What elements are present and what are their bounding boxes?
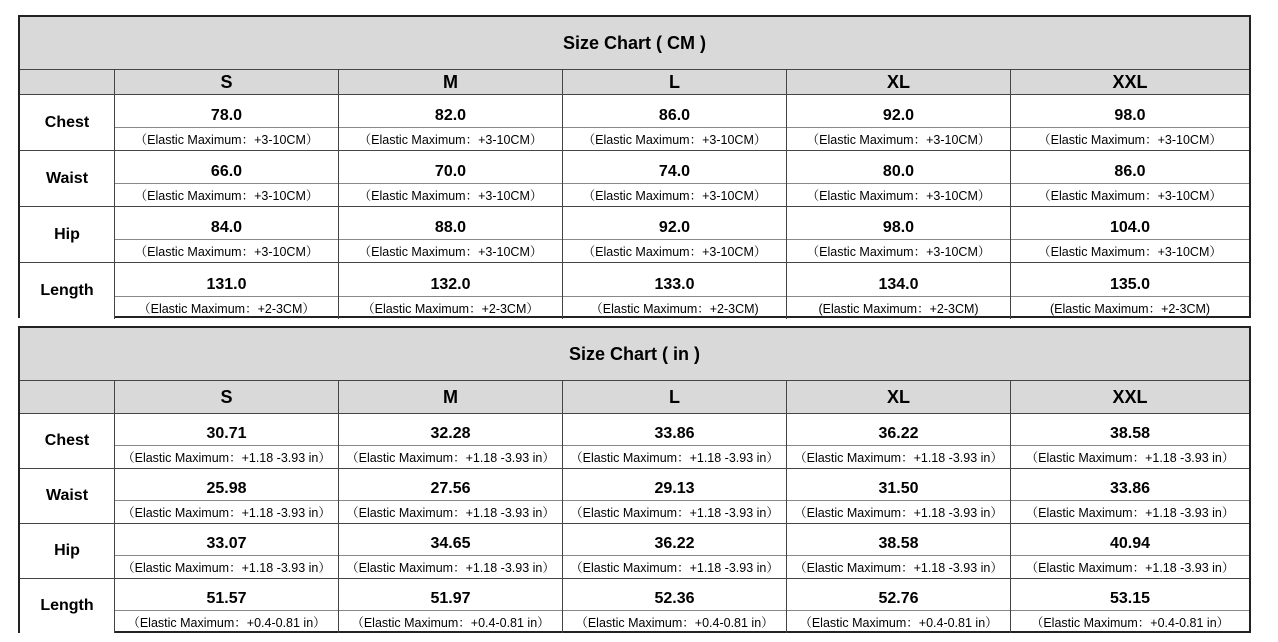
size-cell (114, 263, 338, 319)
measurement-label: Length (20, 263, 114, 319)
elastic-note: （Elastic Maximum：+3-10CM） (134, 133, 319, 147)
elastic-note: （Elastic Maximum：+3-10CM） (358, 189, 543, 203)
size-cell (338, 579, 562, 633)
measurement-label: Length (20, 579, 114, 633)
size-cell (338, 95, 562, 150)
chart-body (20, 95, 1249, 319)
size-header-row (20, 381, 1249, 414)
measurement-value: 33.86 (1011, 469, 1249, 501)
size-cell (786, 579, 1010, 633)
elastic-note: （Elastic Maximum：+3-10CM） (358, 245, 543, 259)
measurement-value: 36.22 (787, 414, 1010, 446)
size-cell (114, 95, 338, 150)
measurement-value: 32.28 (339, 414, 562, 446)
size-header-xl: XL (786, 381, 1010, 413)
size-cell (786, 524, 1010, 578)
size-cell (562, 469, 786, 523)
measurement-value: 27.56 (339, 469, 562, 501)
measurement-value: 98.0 (787, 207, 1010, 240)
size-cell (562, 151, 786, 206)
table-row (20, 524, 1249, 579)
measurement-value: 92.0 (787, 95, 1010, 128)
header-corner (20, 70, 114, 94)
measurement-value: 66.0 (115, 151, 338, 184)
size-header-xxl: XXL (1010, 70, 1249, 94)
size-chart-in (18, 326, 1251, 633)
measurement-value: 84.0 (115, 207, 338, 240)
size-cell (786, 469, 1010, 523)
size-header-m: M (338, 70, 562, 94)
measurement-value: 78.0 (115, 95, 338, 128)
elastic-note: （Elastic Maximum：+3-10CM） (134, 189, 319, 203)
elastic-note: （Elastic Maximum：+1.18 -3.93 in） (1025, 451, 1235, 465)
elastic-note: (Elastic Maximum：+2-3CM) (818, 302, 979, 316)
measurement-value: 40.94 (1011, 524, 1249, 556)
size-cell (786, 151, 1010, 206)
measurement-value: 88.0 (339, 207, 562, 240)
elastic-note: （Elastic Maximum：+1.18 -3.93 in） (346, 561, 555, 575)
measurement-value: 70.0 (339, 151, 562, 184)
size-header-xxl: XXL (1010, 381, 1249, 413)
measurement-value: 29.13 (563, 469, 786, 501)
size-cell (114, 207, 338, 262)
elastic-note: （Elastic Maximum：+1.18 -3.93 in） (794, 451, 1003, 465)
size-cell (786, 414, 1010, 468)
elastic-note: （Elastic Maximum：+0.4-0.81 in） (575, 616, 774, 630)
measurement-value: 52.76 (787, 579, 1010, 611)
size-cell (786, 263, 1010, 319)
size-cell (114, 151, 338, 206)
size-cell (114, 414, 338, 468)
measurement-value: 86.0 (563, 95, 786, 128)
measurement-label: Chest (20, 95, 114, 150)
elastic-note: （Elastic Maximum：+2-3CM） (362, 302, 539, 316)
measurement-value: 135.0 (1011, 263, 1249, 297)
measurement-value: 30.71 (115, 414, 338, 446)
measurement-value: 33.86 (563, 414, 786, 446)
measurement-label: Waist (20, 469, 114, 523)
elastic-note: （Elastic Maximum：+1.18 -3.93 in） (122, 451, 331, 465)
elastic-note: （Elastic Maximum：+3-10CM） (806, 245, 991, 259)
measurement-label: Hip (20, 524, 114, 578)
measurement-value: 80.0 (787, 151, 1010, 184)
measurement-value: 33.07 (115, 524, 338, 556)
elastic-note: （Elastic Maximum：+1.18 -3.93 in） (794, 561, 1003, 575)
elastic-note: (Elastic Maximum：+2-3CM) (1049, 302, 1211, 316)
table-row (20, 263, 1249, 319)
measurement-value: 52.36 (563, 579, 786, 611)
table-row (20, 469, 1249, 524)
size-header-xl: XL (786, 70, 1010, 94)
measurement-value: 131.0 (115, 263, 338, 297)
elastic-note: （Elastic Maximum：+1.18 -3.93 in） (122, 561, 331, 575)
elastic-note: （Elastic Maximum：+3-10CM） (582, 133, 767, 147)
size-cell (1010, 95, 1249, 150)
measurement-value: 98.0 (1011, 95, 1249, 128)
elastic-note: （Elastic Maximum：+1.18 -3.93 in） (122, 506, 331, 520)
measurement-value: 51.57 (115, 579, 338, 611)
size-cell (114, 469, 338, 523)
elastic-note: （Elastic Maximum：+1.18 -3.93 in） (346, 451, 555, 465)
size-cell (114, 579, 338, 633)
measurement-value: 38.58 (787, 524, 1010, 556)
size-cell (1010, 579, 1249, 633)
size-header-row (20, 70, 1249, 95)
elastic-note: （Elastic Maximum：+1.18 -3.93 in） (570, 506, 779, 520)
size-chart-cm (18, 15, 1251, 318)
elastic-note: （Elastic Maximum：+1.18 -3.93 in） (570, 451, 779, 465)
measurement-value: 38.58 (1011, 414, 1249, 446)
elastic-note: （Elastic Maximum：+3-10CM） (1038, 189, 1222, 203)
elastic-note: （Elastic Maximum：+3-10CM） (358, 133, 543, 147)
size-cell (338, 207, 562, 262)
size-cell (562, 579, 786, 633)
table-row (20, 579, 1249, 633)
measurement-value: 74.0 (563, 151, 786, 184)
elastic-note: （Elastic Maximum：+1.18 -3.93 in） (1025, 561, 1235, 575)
size-cell (1010, 263, 1249, 319)
measurement-value: 133.0 (563, 263, 786, 297)
size-header-s: S (114, 381, 338, 413)
measurement-label: Hip (20, 207, 114, 262)
measurement-value: 53.15 (1011, 579, 1249, 611)
size-header-l: L (562, 70, 786, 94)
size-cell (1010, 524, 1249, 578)
measurement-value: 92.0 (563, 207, 786, 240)
size-cell (562, 524, 786, 578)
elastic-note: （Elastic Maximum：+1.18 -3.93 in） (346, 506, 555, 520)
size-cell (114, 524, 338, 578)
size-header-s: S (114, 70, 338, 94)
size-cell (338, 414, 562, 468)
chart-body (20, 414, 1249, 633)
elastic-note: （Elastic Maximum：+3-10CM） (1038, 245, 1222, 259)
measurement-value: 86.0 (1011, 151, 1249, 184)
header-corner (20, 381, 114, 413)
elastic-note: （Elastic Maximum：+0.4-0.81 in） (127, 616, 326, 630)
table-row (20, 414, 1249, 469)
size-cell (338, 469, 562, 523)
measurement-label: Chest (20, 414, 114, 468)
measurement-value: 34.65 (339, 524, 562, 556)
elastic-note: （Elastic Maximum：+3-10CM） (582, 245, 767, 259)
measurement-value: 25.98 (115, 469, 338, 501)
size-cell (1010, 151, 1249, 206)
elastic-note: （Elastic Maximum：+1.18 -3.93 in） (794, 506, 1003, 520)
chart-title: Size Chart ( CM ) (20, 17, 1249, 70)
size-header-m: M (338, 381, 562, 413)
size-cell (338, 263, 562, 319)
elastic-note: （Elastic Maximum：+3-10CM） (806, 189, 991, 203)
measurement-value: 134.0 (787, 263, 1010, 297)
measurement-value: 82.0 (339, 95, 562, 128)
elastic-note: （Elastic Maximum：+3-10CM） (806, 133, 991, 147)
measurement-label: Waist (20, 151, 114, 206)
elastic-note: （Elastic Maximum：+3-10CM） (1038, 133, 1222, 147)
size-cell (786, 207, 1010, 262)
measurement-value: 51.97 (339, 579, 562, 611)
table-row (20, 207, 1249, 263)
elastic-note: （Elastic Maximum：+0.4-0.81 in） (351, 616, 550, 630)
size-cell (562, 95, 786, 150)
elastic-note: （Elastic Maximum：+2-3CM) (590, 302, 759, 316)
size-cell (338, 524, 562, 578)
size-cell (1010, 207, 1249, 262)
elastic-note: （Elastic Maximum：+2-3CM） (138, 302, 315, 316)
table-row (20, 151, 1249, 207)
measurement-value: 132.0 (339, 263, 562, 297)
size-cell (786, 95, 1010, 150)
elastic-note: （Elastic Maximum：+1.18 -3.93 in） (1025, 506, 1235, 520)
size-header-l: L (562, 381, 786, 413)
size-cell (562, 414, 786, 468)
size-cell (338, 151, 562, 206)
table-row (20, 95, 1249, 151)
size-cell (562, 207, 786, 262)
measurement-value: 31.50 (787, 469, 1010, 501)
elastic-note: （Elastic Maximum：+3-10CM） (582, 189, 767, 203)
elastic-note: （Elastic Maximum：+3-10CM） (134, 245, 319, 259)
elastic-note: （Elastic Maximum：+0.4-0.81 in） (799, 616, 998, 630)
chart-title: Size Chart ( in ) (20, 328, 1249, 381)
elastic-note: （Elastic Maximum：+1.18 -3.93 in） (570, 561, 779, 575)
size-cell (562, 263, 786, 319)
measurement-value: 104.0 (1011, 207, 1249, 240)
measurement-value: 36.22 (563, 524, 786, 556)
size-cell (1010, 414, 1249, 468)
size-cell (1010, 469, 1249, 523)
elastic-note: （Elastic Maximum：+0.4-0.81 in） (1030, 616, 1230, 630)
